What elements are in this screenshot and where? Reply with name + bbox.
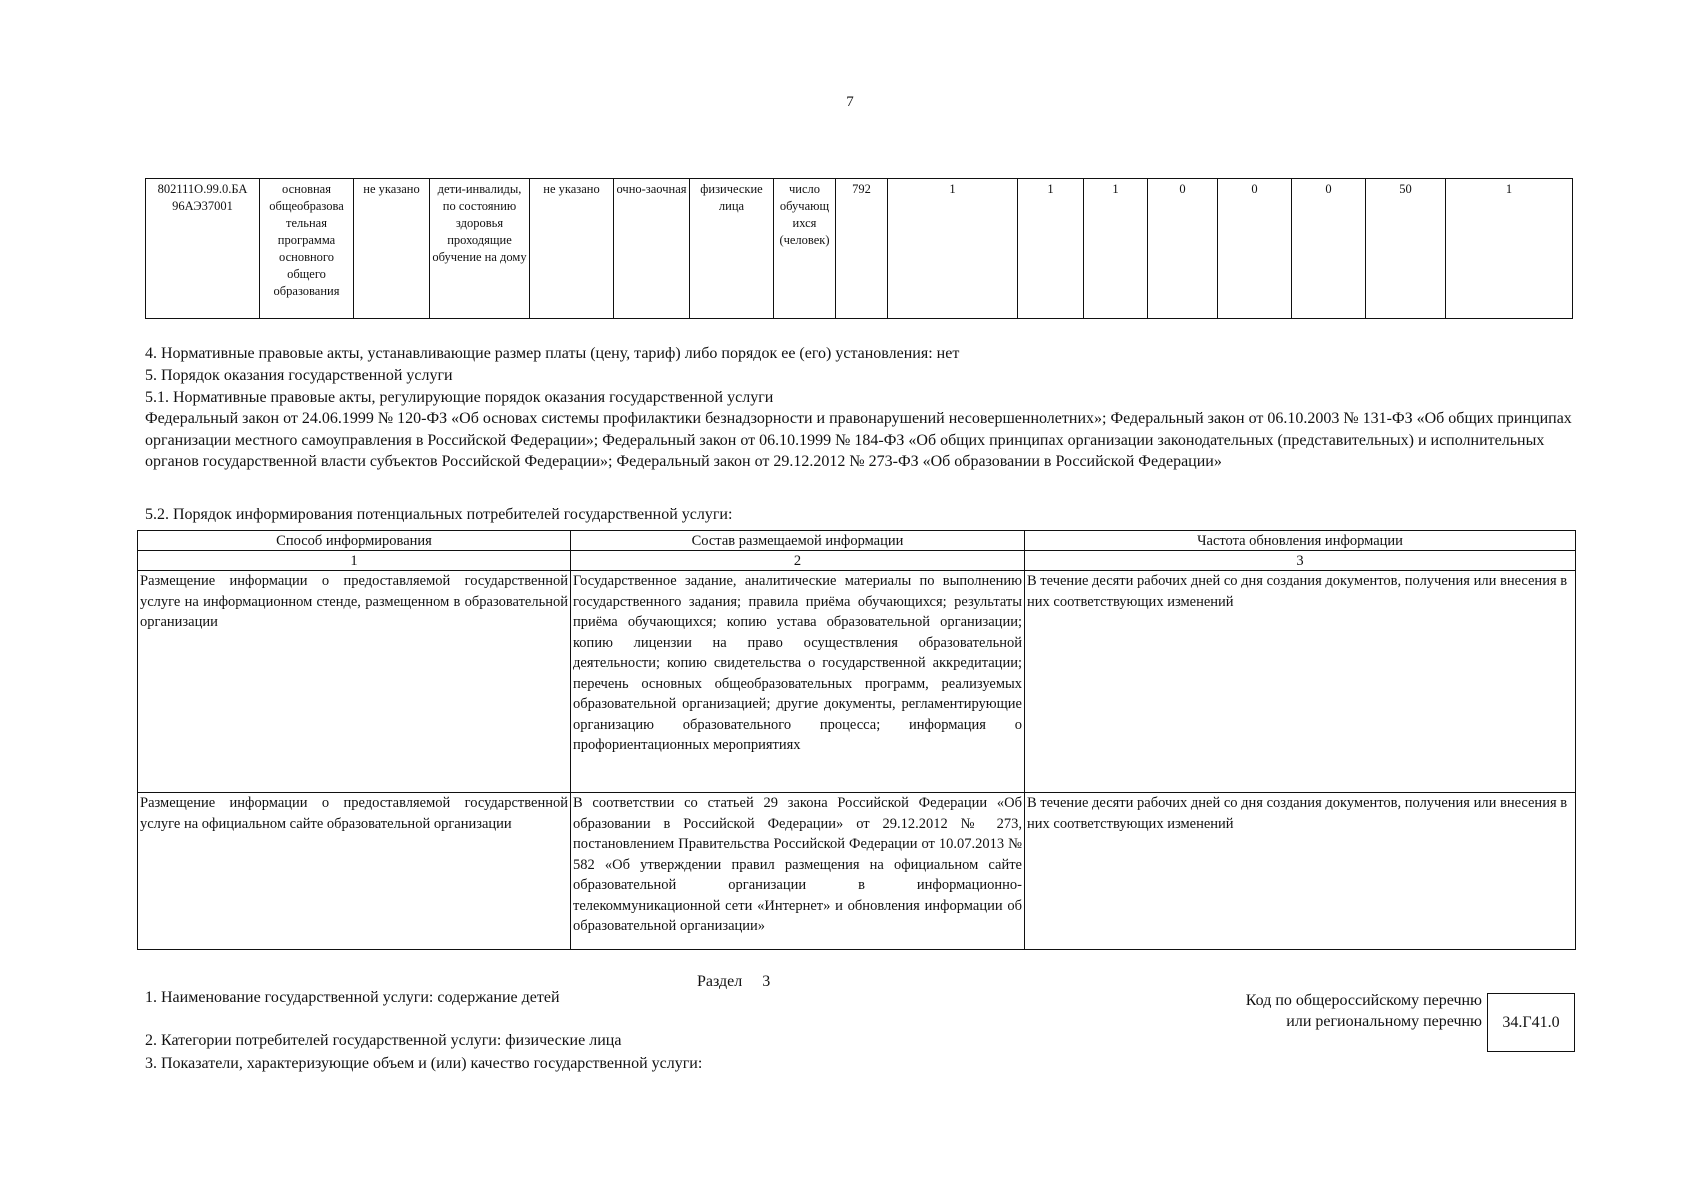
header-method: Способ информирования <box>138 531 571 551</box>
paragraph-5: 5. Порядок оказания государственной услуги <box>145 367 453 384</box>
consumer-categories: 2. Категории потребителей государственной услуги: физические лица <box>145 1032 622 1049</box>
value-cell-6: 0 <box>1292 179 1366 319</box>
value-cell-4: 0 <box>1148 179 1218 319</box>
content-cell: В соответствии со статьей 29 закона Российской Федерации «Об образовании в Российской Федерации» от 29.12.2012 № 273, постановлением Правительства Российской Федерации от 10.07.2013 № 582 «Об утверждении правил размещения на официальном сайте образовательной организации в информационно-телекоммуникационной сети «Интернет» и обновления информации об образовательной организации» <box>571 793 1025 950</box>
table-row <box>138 571 1576 793</box>
category-cell: дети-инвалиды, по состоянию здоровья проходящие обучение на дому <box>430 179 530 319</box>
column-number-1: 1 <box>138 551 571 571</box>
informing-table <box>137 530 1576 950</box>
value-cell-2: 1 <box>1018 179 1084 319</box>
paragraph-5-1: 5.1. Нормативные правовые акты, регулирующие порядок оказания государственной услуги <box>145 389 774 406</box>
indicator-name-cell: число обучающ ихся (человек) <box>774 179 836 319</box>
okei-code-cell: 792 <box>836 179 888 319</box>
standard-cell: не указано <box>354 179 430 319</box>
frequency-cell: В течение десяти рабочих дней со дня создания документов, получения или внесения в них соответствующих изменений <box>1025 571 1576 793</box>
section-title <box>697 973 770 991</box>
consumers-cell: физические лица <box>690 179 774 319</box>
page-number: 7 <box>846 94 854 110</box>
value-cell-8: 1 <box>1446 179 1573 319</box>
header-content: Состав размещаемой информации <box>571 531 1025 551</box>
registry-code-label: Код по общероссийскому перечню или региональному перечню <box>1245 992 1482 1030</box>
informing-table-numbers <box>138 551 1576 571</box>
value-cell-5: 0 <box>1218 179 1292 319</box>
content-cell: Государственное задание, аналитические материалы по выполнению государственного задания; правила приёма обучающихся; результаты приёма обучающихся; копию устава образовательной организации; копию лицензии на право осуществления образовательной деятельности; копию свидетельства о государственной аккредитации; перечень основных общеобразовательных программ, реализуемых образовательной организацией; другие документы, регламентирующие организацию образовательного процесса; информация о профориентационных мероприятиях <box>571 571 1025 793</box>
method-cell: Размещение информации о предоставляемой государственной услуге на информационном стенде, размещенном в образовательной организации <box>138 571 571 793</box>
paragraph-5-2: 5.2. Порядок информирования потенциальных потребителей государственной услуги: <box>145 506 733 523</box>
column-number-2: 2 <box>571 551 1025 571</box>
section-label: Раздел <box>697 973 743 990</box>
method-cell: Размещение информации о предоставляемой государственной услуге на официальном сайте образовательной организации <box>138 793 571 950</box>
frequency-cell: В течение десяти рабочих дней со дня создания документов, получения или внесения в них соответствующих изменений <box>1025 793 1576 950</box>
table-row <box>138 793 1576 950</box>
value-cell-7: 50 <box>1366 179 1446 319</box>
place-cell: не указано <box>530 179 614 319</box>
paragraph-4: 4. Нормативные правовые акты, устанавливающие размер платы (цену, тариф) либо порядок ее (его) установления: нет <box>145 345 960 362</box>
indicator-row <box>146 179 1573 319</box>
section-number: 3 <box>762 973 771 990</box>
form-cell: очно-заочная <box>614 179 690 319</box>
indicator-table <box>145 178 1573 319</box>
informing-table-header <box>138 531 1576 551</box>
program-cell: основная общеобразова тельная программа основного общего образования <box>260 179 354 319</box>
value-cell-1: 1 <box>888 179 1018 319</box>
service-name: 1. Наименование государственной услуги: содержание детей <box>145 989 560 1006</box>
registry-number-cell: 802111О.99.0.БА 96АЭ37001 <box>146 179 260 319</box>
laws-list: Федеральный закон от 24.06.1999 № 120-ФЗ «Об основах системы профилактики безнадзорности и правонарушений несовершеннолетних»; Федеральный закон от 06.10.2003 № 131-ФЗ «Об общих принципах организации местного самоуправления в Российской Федерации»; Федеральный закон от 06.10.1999 № 184-ФЗ «Об общих принципах организации законодательных (представительных) и исполнительных органов государственной власти субъектов Российской Федерации»; Федеральный закон от 29.12.2012 № 273-ФЗ «Об образовании в Российской Федерации» <box>145 410 1572 470</box>
registry-code-box: 34.Г41.0 <box>1487 993 1575 1052</box>
indicators-heading: 3. Показатели, характеризующие объем и (или) качество государственной услуги: <box>145 1055 703 1072</box>
header-frequency: Частота обновления информации <box>1025 531 1576 551</box>
column-number-3: 3 <box>1025 551 1576 571</box>
value-cell-3: 1 <box>1084 179 1148 319</box>
